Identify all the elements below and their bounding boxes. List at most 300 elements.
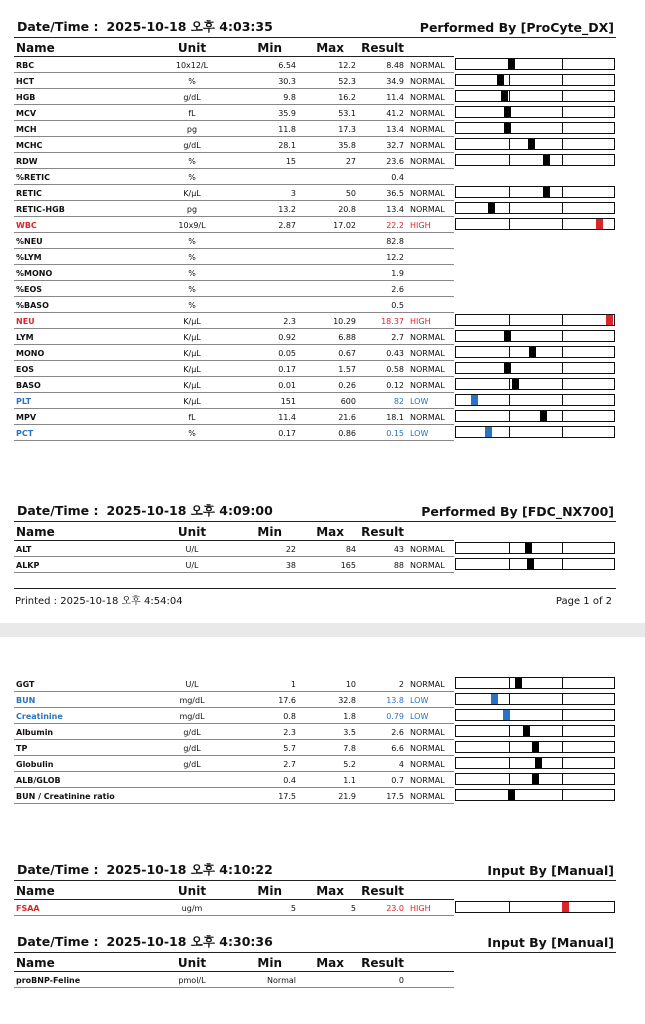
test-name: MONO [16, 349, 45, 358]
test-name: Albumin [16, 728, 54, 737]
test-unit: % [188, 429, 196, 438]
column-headers [14, 522, 454, 541]
test-result: 82 [393, 397, 404, 406]
test-unit: pg [186, 205, 198, 214]
range-bar [455, 74, 615, 86]
datetime-label: Date/Time : [17, 862, 99, 877]
range-marker [562, 902, 569, 912]
table-row [14, 972, 616, 988]
table-row [14, 73, 616, 89]
test-min: 35.9 [278, 109, 296, 118]
test-result: 18.1 [386, 413, 404, 422]
test-unit: % [188, 157, 196, 166]
test-max: 32.8 [338, 696, 356, 705]
table-row [14, 393, 616, 409]
test-min: 11.8 [278, 125, 296, 134]
test-flag: HIGH [410, 317, 431, 326]
test-result: 12.2 [386, 253, 404, 262]
result-section [14, 16, 616, 441]
test-flag: LOW [410, 397, 429, 406]
test-result: 41.2 [386, 109, 404, 118]
range-bar [455, 58, 615, 70]
table-row [14, 57, 616, 73]
test-name: GGT [16, 680, 35, 689]
range-bar [455, 378, 615, 390]
test-name: WBC [16, 221, 37, 230]
table-row [14, 281, 616, 297]
range-marker [485, 427, 492, 437]
test-result: 34.9 [386, 77, 404, 86]
test-min: 1 [290, 680, 296, 689]
col-min: Min [257, 41, 282, 55]
table-row [14, 217, 616, 233]
test-name: MCV [16, 109, 37, 118]
col-max: Max [316, 956, 344, 970]
test-min: 11.4 [278, 413, 296, 422]
test-name: EOS [16, 365, 35, 374]
range-marker [528, 139, 535, 149]
test-flag: NORMAL [410, 109, 445, 118]
test-result: 0.79 [386, 712, 404, 721]
test-unit: pmol/L [178, 976, 206, 985]
range-bar [455, 901, 615, 913]
test-unit: g/dL [183, 728, 201, 737]
result-section [14, 676, 616, 804]
col-name: Name [16, 41, 55, 55]
test-unit: K/μL [183, 381, 201, 390]
test-max: 1.57 [338, 365, 356, 374]
test-result: 2.7 [391, 333, 404, 342]
test-name: MCH [16, 125, 37, 134]
table-row [14, 105, 616, 121]
col-unit: Unit [177, 41, 207, 55]
test-unit: K/μL [183, 397, 201, 406]
test-flag: NORMAL [410, 413, 445, 422]
test-result: 22.2 [386, 221, 404, 230]
test-result: 0.7 [391, 776, 404, 785]
result-section [14, 931, 616, 988]
test-max: 0.26 [338, 381, 356, 390]
table-row [14, 89, 616, 105]
test-unit: % [188, 237, 196, 246]
test-result: 13.4 [386, 205, 404, 214]
col-min: Min [257, 884, 282, 898]
test-min: 9.8 [283, 93, 296, 102]
datetime [17, 17, 281, 35]
range-bar [455, 346, 615, 358]
range-bar [455, 426, 615, 438]
test-result: 17.5 [386, 792, 404, 801]
test-max: 12.2 [338, 61, 356, 70]
test-unit: K/μL [183, 349, 201, 358]
source-label: Performed By [FDC_NX700] [421, 504, 614, 519]
test-min: 2.87 [278, 221, 296, 230]
section-header [14, 931, 616, 953]
test-unit: 10x12/L [175, 61, 209, 70]
test-result: 0.12 [386, 381, 404, 390]
test-result: 6.6 [391, 744, 404, 753]
test-unit: mg/dL [179, 712, 205, 721]
test-result: 1.9 [391, 269, 404, 278]
test-result: 36.5 [386, 189, 404, 198]
column-headers [14, 881, 454, 900]
test-unit: mg/dL [179, 696, 205, 705]
test-result: 13.4 [386, 125, 404, 134]
test-unit: % [188, 301, 196, 310]
test-max: 20.8 [338, 205, 356, 214]
range-bar [455, 106, 615, 118]
test-unit: U/L [185, 545, 199, 554]
test-max: 1.1 [343, 776, 356, 785]
result-section [14, 859, 616, 916]
col-name: Name [16, 884, 55, 898]
test-min: 0.01 [278, 381, 296, 390]
test-name: proBNP-Feline [16, 976, 81, 985]
test-max: 21.9 [338, 792, 356, 801]
range-marker [527, 559, 534, 569]
test-result: 8.48 [386, 61, 404, 70]
test-name: ALKP [16, 561, 40, 570]
table-row [14, 361, 616, 377]
test-min: 17.5 [278, 792, 296, 801]
col-name: Name [16, 525, 55, 539]
test-min: 2.7 [283, 760, 296, 769]
range-marker [508, 59, 515, 69]
range-bar [455, 90, 615, 102]
test-min: 0.05 [278, 349, 296, 358]
test-min: 5.7 [283, 744, 296, 753]
datetime-value: 2025-10-18 오후 4:30:36 [106, 934, 273, 949]
test-flag: NORMAL [410, 61, 445, 70]
col-result: Result [361, 884, 404, 898]
test-flag: NORMAL [410, 141, 445, 150]
col-unit: Unit [177, 956, 207, 970]
test-name: TP [16, 744, 28, 753]
datetime-label: Date/Time : [17, 503, 99, 518]
column-headers [14, 38, 454, 57]
range-bar [455, 138, 615, 150]
range-bar [455, 330, 615, 342]
table-row [14, 788, 616, 804]
test-name: RETIC [16, 189, 42, 198]
test-max: 3.5 [343, 728, 356, 737]
test-result: 2.6 [391, 285, 404, 294]
range-marker [504, 123, 511, 133]
test-flag: NORMAL [410, 744, 445, 753]
col-result: Result [361, 41, 404, 55]
test-name: ALT [16, 545, 32, 554]
test-unit: g/dL [183, 93, 201, 102]
range-bar [455, 757, 615, 769]
range-bar [455, 558, 615, 570]
range-marker [471, 395, 478, 405]
table-row [14, 153, 616, 169]
table-row [14, 201, 616, 217]
test-result: 0.15 [386, 429, 404, 438]
range-marker [535, 758, 542, 768]
source-label: Performed By [ProCyte_DX] [419, 20, 614, 35]
table-row [14, 249, 616, 265]
test-flag: NORMAL [410, 381, 445, 390]
test-flag: LOW [410, 712, 429, 721]
range-bar [455, 362, 615, 374]
range-marker [596, 219, 603, 229]
table-row [14, 345, 616, 361]
test-flag: NORMAL [410, 792, 445, 801]
table-row [14, 377, 616, 393]
test-max: 5 [350, 904, 356, 913]
test-result: 0.4 [391, 173, 404, 182]
test-unit: U/L [185, 561, 199, 570]
range-marker [488, 203, 495, 213]
test-min: 28.1 [278, 141, 296, 150]
datetime [17, 501, 281, 519]
test-max: 27 [345, 157, 356, 166]
test-unit: % [188, 77, 196, 86]
range-marker [532, 742, 539, 752]
test-name: RETIC-HGB [16, 205, 65, 214]
source-label: Input By [Manual] [487, 863, 614, 878]
col-unit: Unit [177, 525, 207, 539]
range-bar [455, 741, 615, 753]
test-max: 35.8 [338, 141, 356, 150]
table-row [14, 185, 616, 201]
table-row [14, 676, 616, 692]
test-result: 32.7 [386, 141, 404, 150]
range-marker [503, 710, 510, 720]
range-marker [504, 363, 511, 373]
test-name: LYM [16, 333, 34, 342]
test-flag: LOW [410, 429, 429, 438]
test-flag: NORMAL [410, 77, 445, 86]
test-flag: NORMAL [410, 680, 445, 689]
test-min: 0.92 [278, 333, 296, 342]
page-number: Page 1 of 2 [555, 596, 612, 607]
test-flag: NORMAL [410, 776, 445, 785]
test-min: 5 [290, 904, 296, 913]
test-flag: NORMAL [410, 365, 445, 374]
test-unit: % [188, 173, 196, 182]
test-name: %MONO [16, 269, 53, 278]
table-row [14, 169, 616, 185]
test-result: 23.6 [386, 157, 404, 166]
test-unit: ug/m [181, 904, 203, 913]
datetime [17, 860, 281, 878]
table-row [14, 724, 616, 740]
col-result: Result [361, 525, 404, 539]
range-marker [606, 315, 613, 325]
test-name: RDW [16, 157, 38, 166]
test-result: 43 [393, 545, 404, 554]
column-headers [14, 953, 454, 972]
test-max: 53.1 [338, 109, 356, 118]
test-min: 13.2 [278, 205, 296, 214]
test-unit: fL [188, 109, 196, 118]
test-min: 2.3 [283, 317, 296, 326]
test-min: 17.6 [278, 696, 296, 705]
test-flag: NORMAL [410, 545, 445, 554]
test-result: 18.37 [381, 317, 404, 326]
col-max: Max [316, 525, 344, 539]
range-marker [515, 678, 522, 688]
test-unit: U/L [185, 680, 199, 689]
range-bar [455, 709, 615, 721]
test-unit: % [188, 253, 196, 262]
range-marker [497, 75, 504, 85]
test-flag: NORMAL [410, 93, 445, 102]
col-name: Name [16, 956, 55, 970]
test-min: 3 [290, 189, 296, 198]
test-min: 30.3 [278, 77, 296, 86]
range-bar [455, 410, 615, 422]
test-min: 0.17 [278, 365, 296, 374]
datetime-value: 2025-10-18 오후 4:09:00 [106, 503, 273, 518]
table-row [14, 541, 616, 557]
test-unit: g/dL [183, 141, 201, 150]
range-marker [501, 91, 508, 101]
page-break [0, 623, 645, 637]
datetime-label: Date/Time : [17, 19, 99, 34]
test-flag: NORMAL [410, 205, 445, 214]
table-row [14, 313, 616, 329]
test-min: 0.4 [283, 776, 296, 785]
test-unit: K/μL [183, 317, 201, 326]
table-row [14, 137, 616, 153]
test-unit: fL [188, 413, 196, 422]
test-max: 10 [345, 680, 356, 689]
section-header [14, 16, 616, 38]
test-unit: % [188, 285, 196, 294]
test-name: PLT [16, 397, 32, 406]
range-marker [504, 331, 511, 341]
test-max: 5.2 [343, 760, 356, 769]
test-flag: NORMAL [410, 760, 445, 769]
test-unit: g/dL [183, 760, 201, 769]
test-unit: 10x9/L [178, 221, 206, 230]
test-max: 1.8 [343, 712, 356, 721]
range-bar [455, 218, 615, 230]
range-bar [455, 789, 615, 801]
test-flag: NORMAL [410, 189, 445, 198]
test-name: %BASO [16, 301, 49, 310]
test-result: 2.6 [391, 728, 404, 737]
range-marker [540, 411, 547, 421]
datetime-label: Date/Time : [17, 934, 99, 949]
col-max: Max [316, 41, 344, 55]
test-name: PCT [16, 429, 34, 438]
table-row [14, 772, 616, 788]
test-name: RBC [16, 61, 35, 70]
test-min: 22 [285, 545, 296, 554]
test-name: ALB/GLOB [16, 776, 61, 785]
table-row [14, 233, 616, 249]
test-max: 0.86 [338, 429, 356, 438]
test-name: NEU [16, 317, 35, 326]
result-section [14, 500, 616, 573]
range-bar [455, 154, 615, 166]
test-name: HCT [16, 77, 35, 86]
test-flag: NORMAL [410, 125, 445, 134]
test-result: 88 [393, 561, 404, 570]
col-unit: Unit [177, 884, 207, 898]
test-result: 11.4 [386, 93, 404, 102]
range-marker [543, 155, 550, 165]
range-marker [523, 726, 530, 736]
table-row [14, 708, 616, 724]
table-row [14, 425, 616, 441]
range-bar [455, 773, 615, 785]
range-marker [529, 347, 536, 357]
range-marker [525, 543, 532, 553]
datetime-value: 2025-10-18 오후 4:03:35 [106, 19, 273, 34]
test-min: 6.54 [278, 61, 296, 70]
test-unit: K/μL [183, 365, 201, 374]
test-flag: NORMAL [410, 333, 445, 342]
test-flag: LOW [410, 696, 429, 705]
test-min: 0.8 [283, 712, 296, 721]
test-result: 2 [398, 680, 404, 689]
printed-timestamp: Printed : 2025-10-18 오후 4:54:04 [15, 596, 183, 607]
test-result: 0.5 [391, 301, 404, 310]
test-flag: HIGH [410, 904, 431, 913]
test-min: 15 [285, 157, 296, 166]
range-bar [455, 186, 615, 198]
test-flag: NORMAL [410, 349, 445, 358]
test-max: 6.88 [338, 333, 356, 342]
test-unit: g/dL [183, 744, 201, 753]
test-max: 17.02 [333, 221, 356, 230]
test-max: 84 [345, 545, 356, 554]
range-marker [512, 379, 519, 389]
table-row [14, 692, 616, 708]
col-min: Min [257, 525, 282, 539]
test-name: %NEU [16, 237, 43, 246]
test-min: 2.3 [283, 728, 296, 737]
table-row [14, 265, 616, 281]
col-min: Min [257, 956, 282, 970]
test-min: 38 [285, 561, 296, 570]
test-max: 7.8 [343, 744, 356, 753]
table-row [14, 557, 616, 573]
test-result: 4 [398, 760, 404, 769]
test-max: 600 [340, 397, 356, 406]
range-bar [455, 677, 615, 689]
range-bar [455, 122, 615, 134]
range-marker [508, 790, 515, 800]
col-result: Result [361, 956, 404, 970]
test-result: 82.8 [386, 237, 404, 246]
section-header [14, 859, 616, 881]
test-max: 50 [345, 189, 356, 198]
table-row [14, 900, 616, 916]
range-marker [491, 694, 498, 704]
range-bar [455, 693, 615, 705]
datetime [17, 932, 281, 950]
test-max: 0.67 [338, 349, 356, 358]
test-name: %LYM [16, 253, 42, 262]
test-flag: NORMAL [410, 561, 445, 570]
test-max: 165 [340, 561, 356, 570]
test-result: 13.8 [386, 696, 404, 705]
test-min: Normal [267, 976, 296, 985]
test-result: 23.0 [386, 904, 404, 913]
page-footer [14, 588, 616, 610]
range-bar [455, 314, 615, 326]
datetime-value: 2025-10-18 오후 4:10:22 [106, 862, 273, 877]
test-flag: HIGH [410, 221, 431, 230]
range-marker [543, 187, 550, 197]
range-bar [455, 202, 615, 214]
